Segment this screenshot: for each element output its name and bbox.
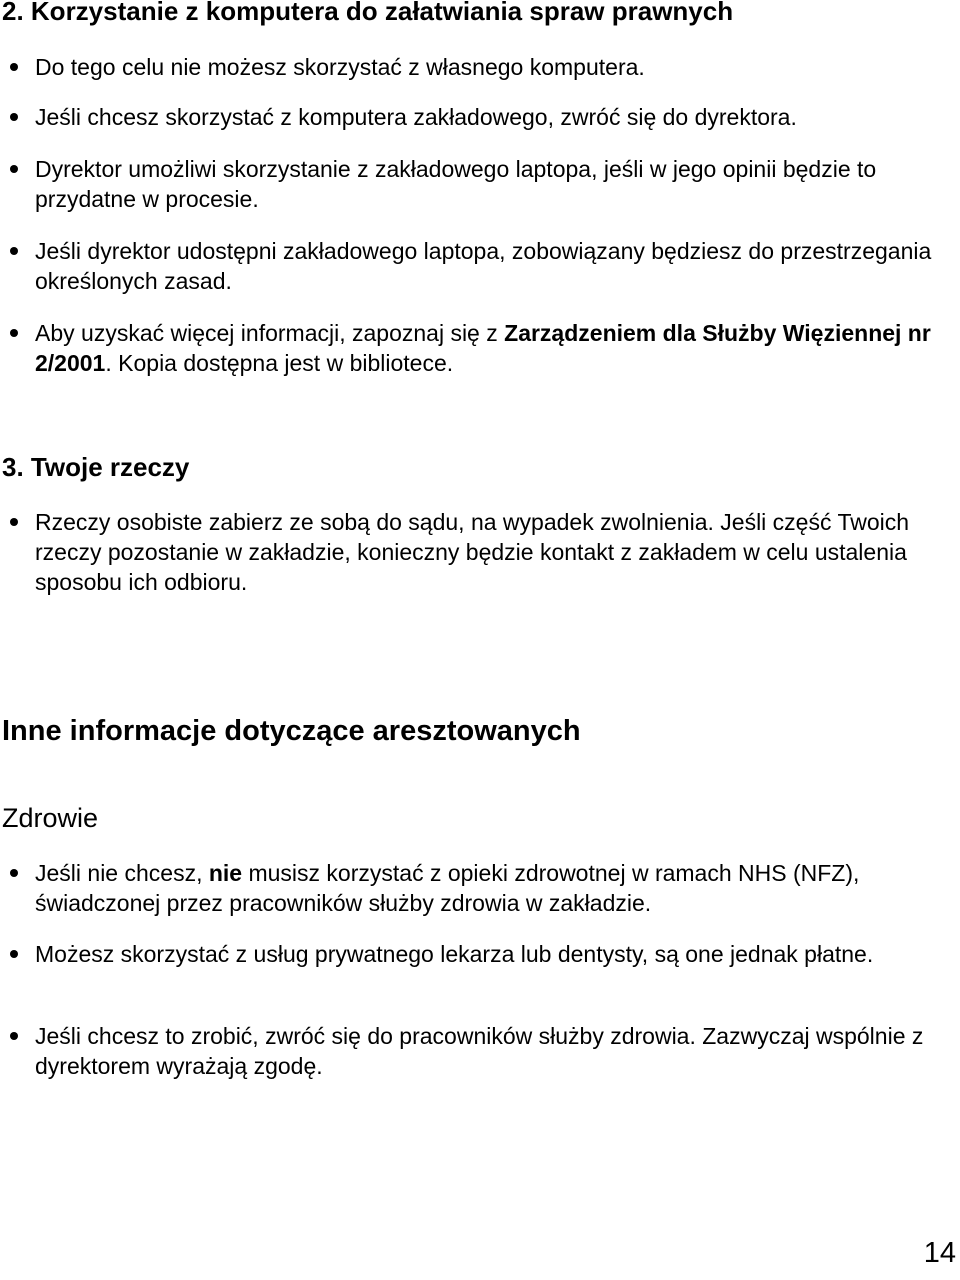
list-item: Możesz skorzystać z usług prywatnego lekarza lub dentysty, są one jednak płatne. xyxy=(35,939,950,969)
regulation-reference: Zarządzeniem dla Służby Więziennej nr 2/2001 xyxy=(35,320,931,376)
list-item: Dyrektor umożliwi skorzystanie z zakładowego laptopa, jeśli w jego opinii będzie to przydatne w procesie. xyxy=(35,154,950,214)
emphasis-text: nie xyxy=(208,860,243,886)
list-item-text: . Kopia dostępna jest w bibliotece. xyxy=(105,350,454,376)
list-item: Jeśli chcesz to zrobić, zwróć się do pracowników służby zdrowia. Zazwyczaj wspólnie z dyrektorem wyrażają zgodę. xyxy=(35,1021,950,1081)
list-item xyxy=(35,318,950,378)
list-item xyxy=(35,858,950,918)
list-item-text: Jeśli nie chcesz, xyxy=(35,860,209,886)
list-item: Jeśli chcesz skorzystać z komputera zakładowego, zwróć się do dyrektora. xyxy=(35,102,950,132)
page-number: 14 xyxy=(923,1237,956,1269)
list-item: Jeśli dyrektor udostępni zakładowego laptopa, zobowiązany będziesz do przestrzegania określonych zasad. xyxy=(35,236,950,296)
health-heading: Zdrowie xyxy=(2,803,99,833)
list-item: Do tego celu nie możesz skorzystać z własnego komputera. xyxy=(35,52,950,82)
list-item-text: musisz korzystać z opieki zdrowotnej w ramach NHS (NFZ), świadczonej przez pracowników służby zdrowia w zakładzie. xyxy=(35,860,860,916)
section-2-heading: 2. Korzystanie z komputera do załatwiania spraw prawnych xyxy=(2,0,734,26)
list-item: Rzeczy osobiste zabierz ze sobą do sądu, na wypadek zwolnienia. Jeśli część Twoich rzeczy pozostanie w zakładzie, konieczny będzie kontakt z zakładem w celu ustalenia sposobu ich odbioru. xyxy=(35,507,950,597)
list-item-text: Aby uzyskać więcej informacji, zapoznaj się z xyxy=(35,320,505,346)
other-info-heading: Inne informacje dotyczące aresztowanych xyxy=(2,715,581,747)
section-3-heading: 3. Twoje rzeczy xyxy=(2,452,190,482)
